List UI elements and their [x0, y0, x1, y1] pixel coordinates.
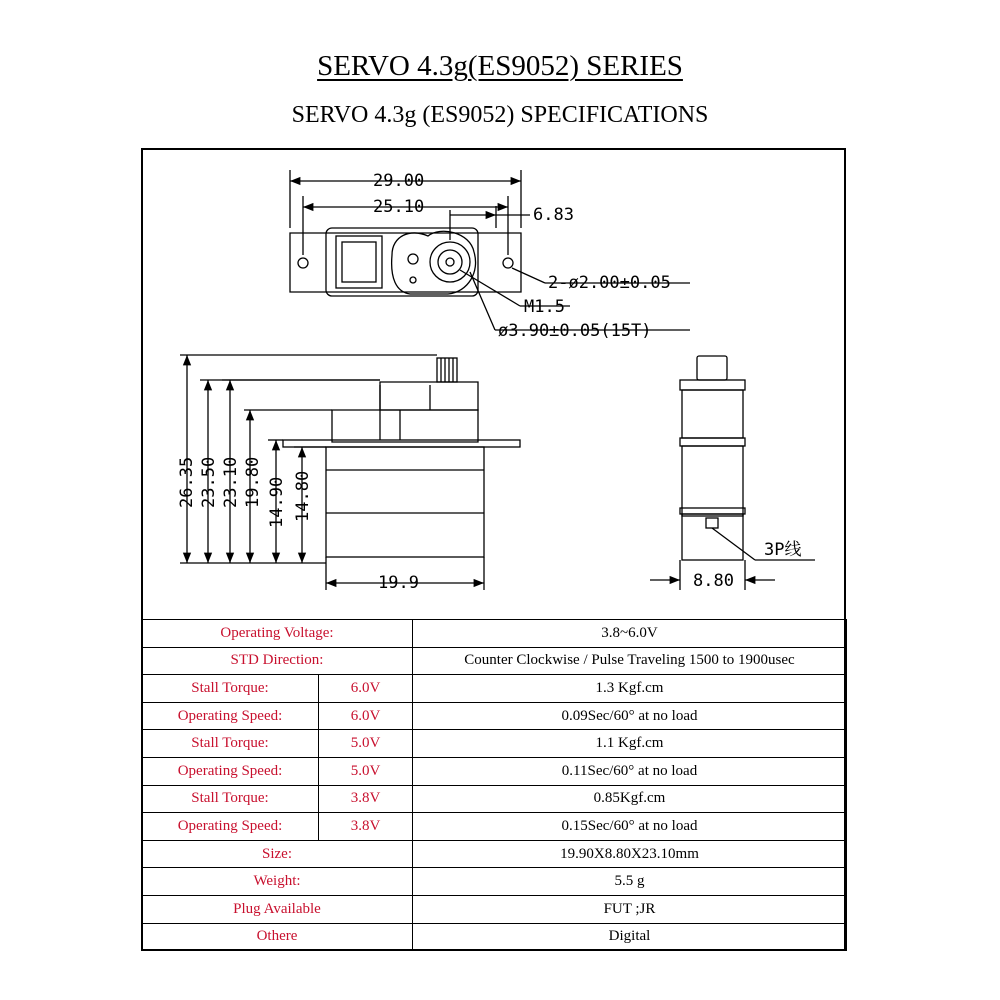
dim-h2: 23.50: [199, 456, 219, 508]
dim-width-total: 29.00: [373, 171, 425, 191]
spec-row-torque-6v: [142, 675, 847, 703]
dim-end-width: 8.80: [693, 571, 734, 591]
spec-voltage: 3.8V: [319, 785, 413, 813]
callout-wire: 3P线: [764, 540, 802, 560]
spec-row-other: [142, 923, 847, 951]
spec-label: Stall Torque:: [142, 675, 319, 703]
spec-value: 0.09Sec/60° at no load: [413, 702, 847, 730]
spec-table: [141, 619, 847, 951]
spec-value: 1.1 Kgf.cm: [413, 730, 847, 758]
dim-side-width: 19.9: [378, 573, 419, 593]
spec-row-speed-6v: [142, 702, 847, 730]
spec-label: Stall Torque:: [142, 785, 319, 813]
spec-row-size: [142, 840, 847, 868]
spec-row-torque-5v: [142, 730, 847, 758]
dim-hole-spacing: 25.10: [373, 197, 425, 217]
spec-value: 5.5 g: [413, 868, 847, 896]
spec-voltage: 6.0V: [319, 675, 413, 703]
spec-value: 0.85Kgf.cm: [413, 785, 847, 813]
spec-row-torque-38v: [142, 785, 847, 813]
spec-row-speed-38v: [142, 813, 847, 841]
top-view: [290, 170, 690, 330]
dim-h4: 19.80: [243, 456, 263, 508]
callout-spline: ø3.90±0.05(15T): [498, 321, 652, 341]
spec-row-speed-5v: [142, 757, 847, 785]
dim-h3: 23.10: [221, 456, 241, 508]
spec-row-direction: [142, 647, 847, 675]
callout-holes: 2-ø2.00±0.05: [548, 273, 671, 293]
dim-h1: 26.35: [177, 456, 197, 508]
dim-shaft-offset: 6.83: [533, 205, 574, 225]
callout-screw: M1.5: [524, 297, 565, 317]
spec-value: 0.11Sec/60° at no load: [413, 757, 847, 785]
spec-value: 19.90X8.80X23.10mm: [413, 840, 847, 868]
spec-label: Operating Speed:: [142, 757, 319, 785]
spec-voltage: 3.8V: [319, 813, 413, 841]
spec-value: Digital: [413, 923, 847, 951]
spec-value: 0.15Sec/60° at no load: [413, 813, 847, 841]
spec-label: Othere: [142, 923, 413, 951]
spec-label: Operating Speed:: [142, 813, 319, 841]
page-subtitle: SERVO 4.3g (ES9052) SPECIFICATIONS: [291, 102, 709, 128]
spec-label: STD Direction:: [142, 647, 413, 675]
dim-h5: 14.90: [267, 476, 287, 528]
spec-label: Stall Torque:: [142, 730, 319, 758]
spec-label: Weight:: [142, 868, 413, 896]
spec-row-weight: [142, 868, 847, 896]
spec-voltage: 6.0V: [319, 702, 413, 730]
spec-label: Size:: [142, 840, 413, 868]
spec-row-plug: [142, 895, 847, 923]
spec-value: FUT ;JR: [413, 895, 847, 923]
spec-label: Operating Voltage:: [142, 620, 413, 648]
spec-voltage: 5.0V: [319, 730, 413, 758]
spec-voltage: 5.0V: [319, 757, 413, 785]
spec-row-voltage: [142, 620, 847, 648]
spec-label: Plug Available: [142, 895, 413, 923]
page-title-text: SERVO 4.3g(ES9052) SERIES: [317, 50, 683, 82]
dim-h6: 14.80: [293, 470, 313, 522]
spec-label: Operating Speed:: [142, 702, 319, 730]
spec-value: 3.8~6.0V: [413, 620, 847, 648]
spec-value: 1.3 Kgf.cm: [413, 675, 847, 703]
spec-value: Counter Clockwise / Pulse Traveling 1500 to 1900usec: [413, 647, 847, 675]
